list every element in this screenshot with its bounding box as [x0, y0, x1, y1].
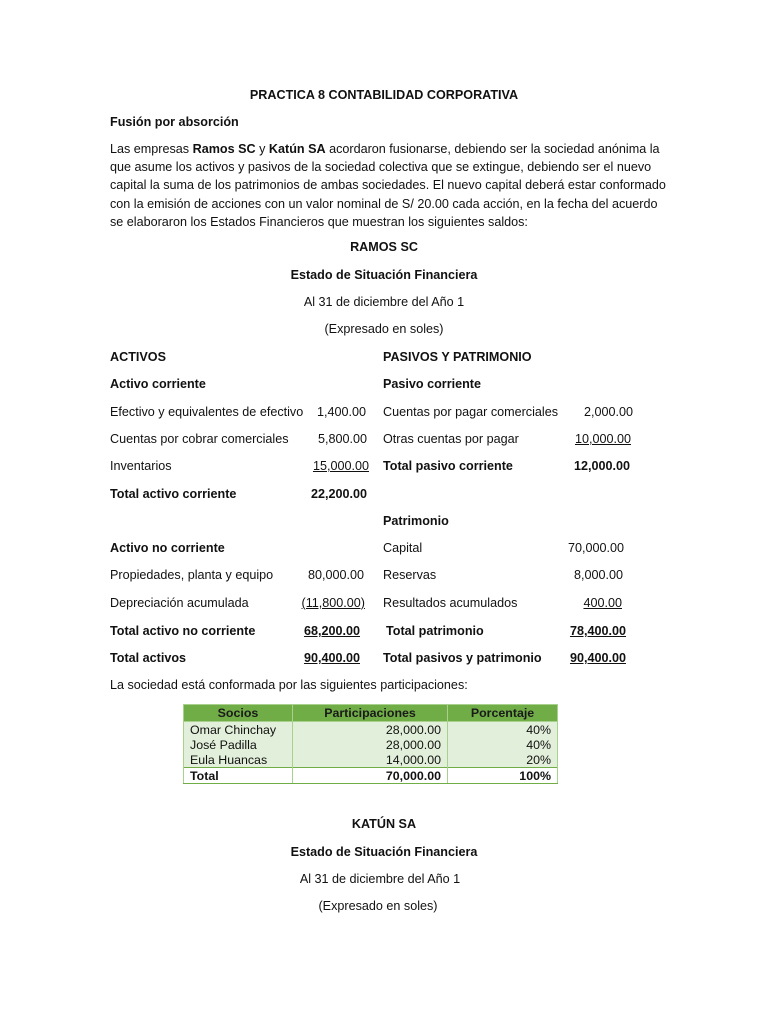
- partner-amount: 28,000.00: [293, 722, 448, 738]
- partner-amount: 14,000.00: [293, 752, 448, 768]
- equity-header: Patrimonio: [383, 514, 449, 528]
- ppe-value: 80,000.00: [307, 568, 364, 582]
- noncurrent-assets-header: Activo no corriente: [110, 541, 225, 555]
- partners-intro: La sociedad está conformada por las siguientes participaciones:: [110, 678, 468, 692]
- capital-value: 70,000.00: [567, 541, 624, 555]
- retained-earnings-value: 400.00: [583, 596, 622, 610]
- katun-company-title: KATÚN SA: [351, 817, 417, 831]
- intro-paragraph: [110, 140, 670, 231]
- total-noncurrent-assets-label: Total activo no corriente: [110, 624, 256, 638]
- header-porcentaje: Porcentaje: [448, 705, 558, 722]
- other-payables-value: 10,000.00: [574, 432, 631, 446]
- depreciation-label: Depreciación acumulada: [110, 596, 249, 610]
- capital-label: Capital: [383, 541, 423, 555]
- intro-company-ramos: Ramos SC: [192, 142, 256, 156]
- total-current-assets-label: Total activo corriente: [110, 487, 237, 501]
- inventory-label: Inventarios: [110, 459, 172, 473]
- total-label: Total: [184, 768, 293, 784]
- katun-statement-title: Estado de Situación Financiera: [290, 845, 478, 859]
- cash-value: 1,400.00: [316, 405, 366, 419]
- partner-name: Omar Chinchay: [184, 722, 293, 738]
- depreciation-value: (11,800.00): [301, 596, 365, 610]
- ramos-date: Al 31 de diciembre del Año 1: [303, 295, 465, 309]
- inventory-value: 15,000.00: [312, 459, 369, 473]
- intro-text: Las empresas: [110, 142, 193, 156]
- total-liabilities-equity-value: 90,400.00: [569, 651, 626, 665]
- current-liabilities-header: Pasivo corriente: [383, 377, 481, 391]
- partner-name: José Padilla: [184, 737, 293, 752]
- total-equity-label: Total patrimonio: [386, 624, 484, 638]
- intro-text: acordaron fusionarse, debiendo ser la sociedad anónima la que asume los activos y pasivos de la sociedad colectiva que se extingue, debiendo ser el nuevo capital la suma de los patrimonios de ambas sociedades. El nuevo capital deberá estar conformado con la emisión de acciones con un valor nominal de S/ 20.00 cada acción, en la fecha del acuerdo se elaboraron los Estados Financieros que muestran los siguientes saldos:: [110, 142, 666, 229]
- intro-text: y: [255, 142, 269, 156]
- partner-name: Eula Huancas: [184, 752, 293, 768]
- table-row: [184, 722, 558, 738]
- total-equity-value: 78,400.00: [569, 624, 626, 638]
- table-total-row: [184, 768, 558, 784]
- ramos-currency-note: (Expresado en soles): [324, 322, 444, 336]
- header-socios: Socios: [184, 705, 293, 722]
- partner-percent: 40%: [448, 722, 558, 738]
- partner-percent: 20%: [448, 752, 558, 768]
- payables-value: 2,000.00: [583, 405, 633, 419]
- partner-amount: 28,000.00: [293, 737, 448, 752]
- partners-table: [183, 704, 558, 784]
- current-assets-header: Activo corriente: [110, 377, 206, 391]
- ramos-company-title: RAMOS SC: [350, 240, 418, 254]
- partners-table-header-row: [184, 705, 558, 722]
- partner-percent: 40%: [448, 737, 558, 752]
- other-payables-label: Otras cuentas por pagar: [383, 432, 519, 446]
- total-assets-value: 90,400.00: [303, 651, 360, 665]
- reserves-label: Reservas: [383, 568, 437, 582]
- katun-currency-note: (Expresado en soles): [318, 899, 438, 913]
- total-percent: 100%: [448, 768, 558, 784]
- assets-header: ACTIVOS: [110, 350, 166, 364]
- ppe-label: Propiedades, planta y equipo: [110, 568, 274, 582]
- total-current-liabilities-value: 12,000.00: [573, 459, 630, 473]
- document-title: PRACTICA 8 CONTABILIDAD CORPORATIVA: [249, 88, 519, 102]
- header-participaciones: Participaciones: [293, 705, 448, 722]
- payables-label: Cuentas por pagar comerciales: [383, 405, 559, 419]
- retained-earnings-label: Resultados acumulados: [383, 596, 518, 610]
- total-noncurrent-assets-value: 68,200.00: [303, 624, 360, 638]
- total-current-assets-value: 22,200.00: [310, 487, 367, 501]
- reserves-value: 8,000.00: [573, 568, 623, 582]
- total-current-liabilities-label: Total pasivo corriente: [383, 459, 513, 473]
- liabilities-equity-header: PASIVOS Y PATRIMONIO: [383, 350, 532, 364]
- intro-company-katun: Katún SA: [268, 142, 326, 156]
- cash-label: Efectivo y equivalentes de efectivo: [110, 405, 304, 419]
- receivables-value: 5,800.00: [317, 432, 367, 446]
- ramos-statement-title: Estado de Situación Financiera: [290, 268, 478, 282]
- total-liabilities-equity-label: Total pasivos y patrimonio: [383, 651, 542, 665]
- section-title: Fusión por absorción: [110, 115, 239, 129]
- table-row: [184, 752, 558, 768]
- table-row: [184, 737, 558, 752]
- receivables-label: Cuentas por cobrar comerciales: [110, 432, 289, 446]
- katun-date: Al 31 de diciembre del Año 1: [299, 872, 461, 886]
- total-amount: 70,000.00: [293, 768, 448, 784]
- total-assets-label: Total activos: [110, 651, 187, 665]
